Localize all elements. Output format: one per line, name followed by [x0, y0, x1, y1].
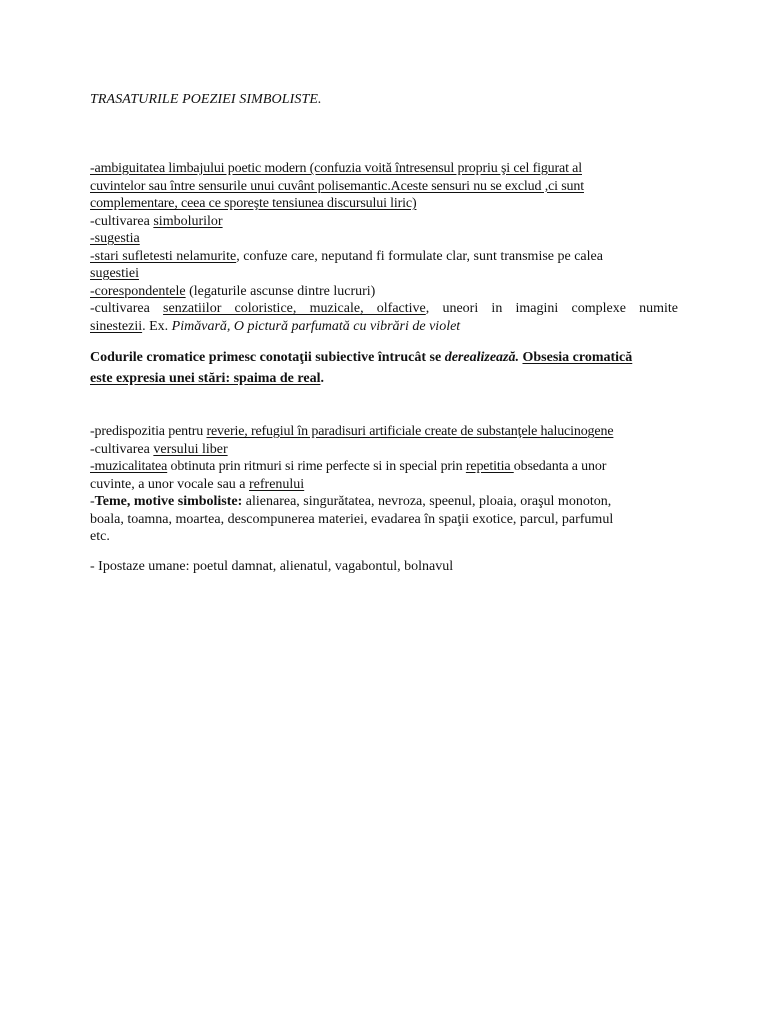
teme-line-1 — [90, 493, 678, 511]
sinestezii-quote: Pimăvară, O pictură parfumată cu vibrări de violet — [171, 318, 461, 334]
stari-link: -stari sufletesti nelamurite — [90, 248, 237, 264]
muzicalitatea-item — [90, 458, 678, 476]
sugestia-item — [90, 230, 678, 248]
ambiguitate-line-2: cuvintelor sau între sensurile unui cuvânt polisemantic.Aceste sensuri nu se exclud ,ci sunt — [90, 178, 584, 194]
predispozitia-prefix: -predispozitia pentru — [90, 424, 207, 439]
sinestezii-link: sinestezii — [90, 318, 143, 334]
muzicalitatea-line-2 — [90, 476, 678, 494]
corespondentele-rest: (legaturile ascunse dintre lucruri) — [185, 283, 376, 299]
predispozitia-link: reverie, refugiul în paradisuri artificiale create de substanţele halucinogene — [206, 424, 614, 439]
stari-rest: , confuze care, neputand fi formulate clar, sunt transmise pe calea — [236, 248, 603, 264]
senzatii-prefix: -cultivarea — [90, 301, 164, 316]
teme-line-2: boala, toamna, moartea, descompunerea materiei, evadarea în spaţii exotice, parcul, parfumul — [90, 511, 614, 527]
muzicalitatea-rest: obsedanta a unor — [513, 459, 607, 474]
corespondentele-item — [90, 283, 678, 301]
sugestiei-item — [90, 265, 678, 283]
ambiguitate-line-3: complementare, ceea ce sporeşte tensiunea discursului liric) — [90, 196, 417, 211]
coduri-paragraph — [90, 347, 678, 389]
stari-item — [90, 248, 678, 266]
sinestezii-item — [90, 318, 678, 336]
muzicalitatea-mid: obtinuta prin ritmuri si rime perfecte si in special prin — [167, 459, 466, 474]
senzatii-link: senzatiilor coloristice, muzicale, olfactive — [163, 301, 426, 316]
teme-heading: Teme, motive simboliste: — [94, 494, 243, 509]
refrenului-link: refrenului — [249, 476, 305, 492]
sugestiei-link: sugestiei — [90, 266, 139, 281]
teme-dash: - — [90, 494, 95, 509]
repetitia-link: repetitia — [465, 459, 514, 474]
senzatii-item — [90, 300, 678, 318]
ipostaze-item: - Ipostaze umane: poetul damnat, alienatul, vagabontul, bolnavul — [90, 558, 454, 574]
coduri-derealizeaza: derealizează. — [444, 350, 519, 365]
coduri-text-a: Codurile cromatice primesc conotaţii subiective întrucât se — [90, 350, 445, 365]
simboluri-prefix: -cultivarea — [90, 213, 154, 229]
corespondentele-link: -corespondentele — [90, 283, 186, 299]
vers-liber-item — [90, 441, 678, 459]
coduri-line-2 — [90, 368, 678, 389]
simboluri-link: simbolurilor — [153, 213, 223, 229]
document-body — [90, 160, 678, 575]
sugestia-link: -sugestia — [90, 231, 140, 246]
predispozitia-item — [90, 423, 678, 441]
coduri-line-1 — [90, 347, 678, 368]
document-title: TRASATURILE POEZIEI SIMBOLISTE. — [90, 92, 322, 107]
sinestezii-example-label: . Ex. — [142, 318, 172, 334]
teme-line-3: etc. — [90, 529, 110, 544]
vers-liber-prefix: -cultivarea — [90, 441, 154, 457]
ambiguitate-line-1: -ambiguitatea limbajului poetic modern (confuzia voită întresensul propriu şi cel figurat al — [90, 161, 582, 176]
simboluri-item — [90, 213, 678, 231]
senzatii-rest: , uneori in imagini complexe numite — [425, 301, 678, 316]
coduri-expresia: este expresia unei stări: spaima de real — [90, 371, 321, 386]
vers-liber-link: versului liber — [153, 441, 228, 457]
muzicalitatea-l2-text: cuvinte, a unor vocale sau a — [90, 476, 249, 492]
coduri-period: . — [320, 371, 324, 386]
teme-text-1: alienarea, singurătatea, nevroza, speenul, ploaia, oraşul monoton, — [242, 494, 612, 509]
coduri-obsesia: Obsesia cromatică — [522, 350, 633, 365]
muzicalitatea-link: -muzicalitatea — [90, 459, 168, 474]
